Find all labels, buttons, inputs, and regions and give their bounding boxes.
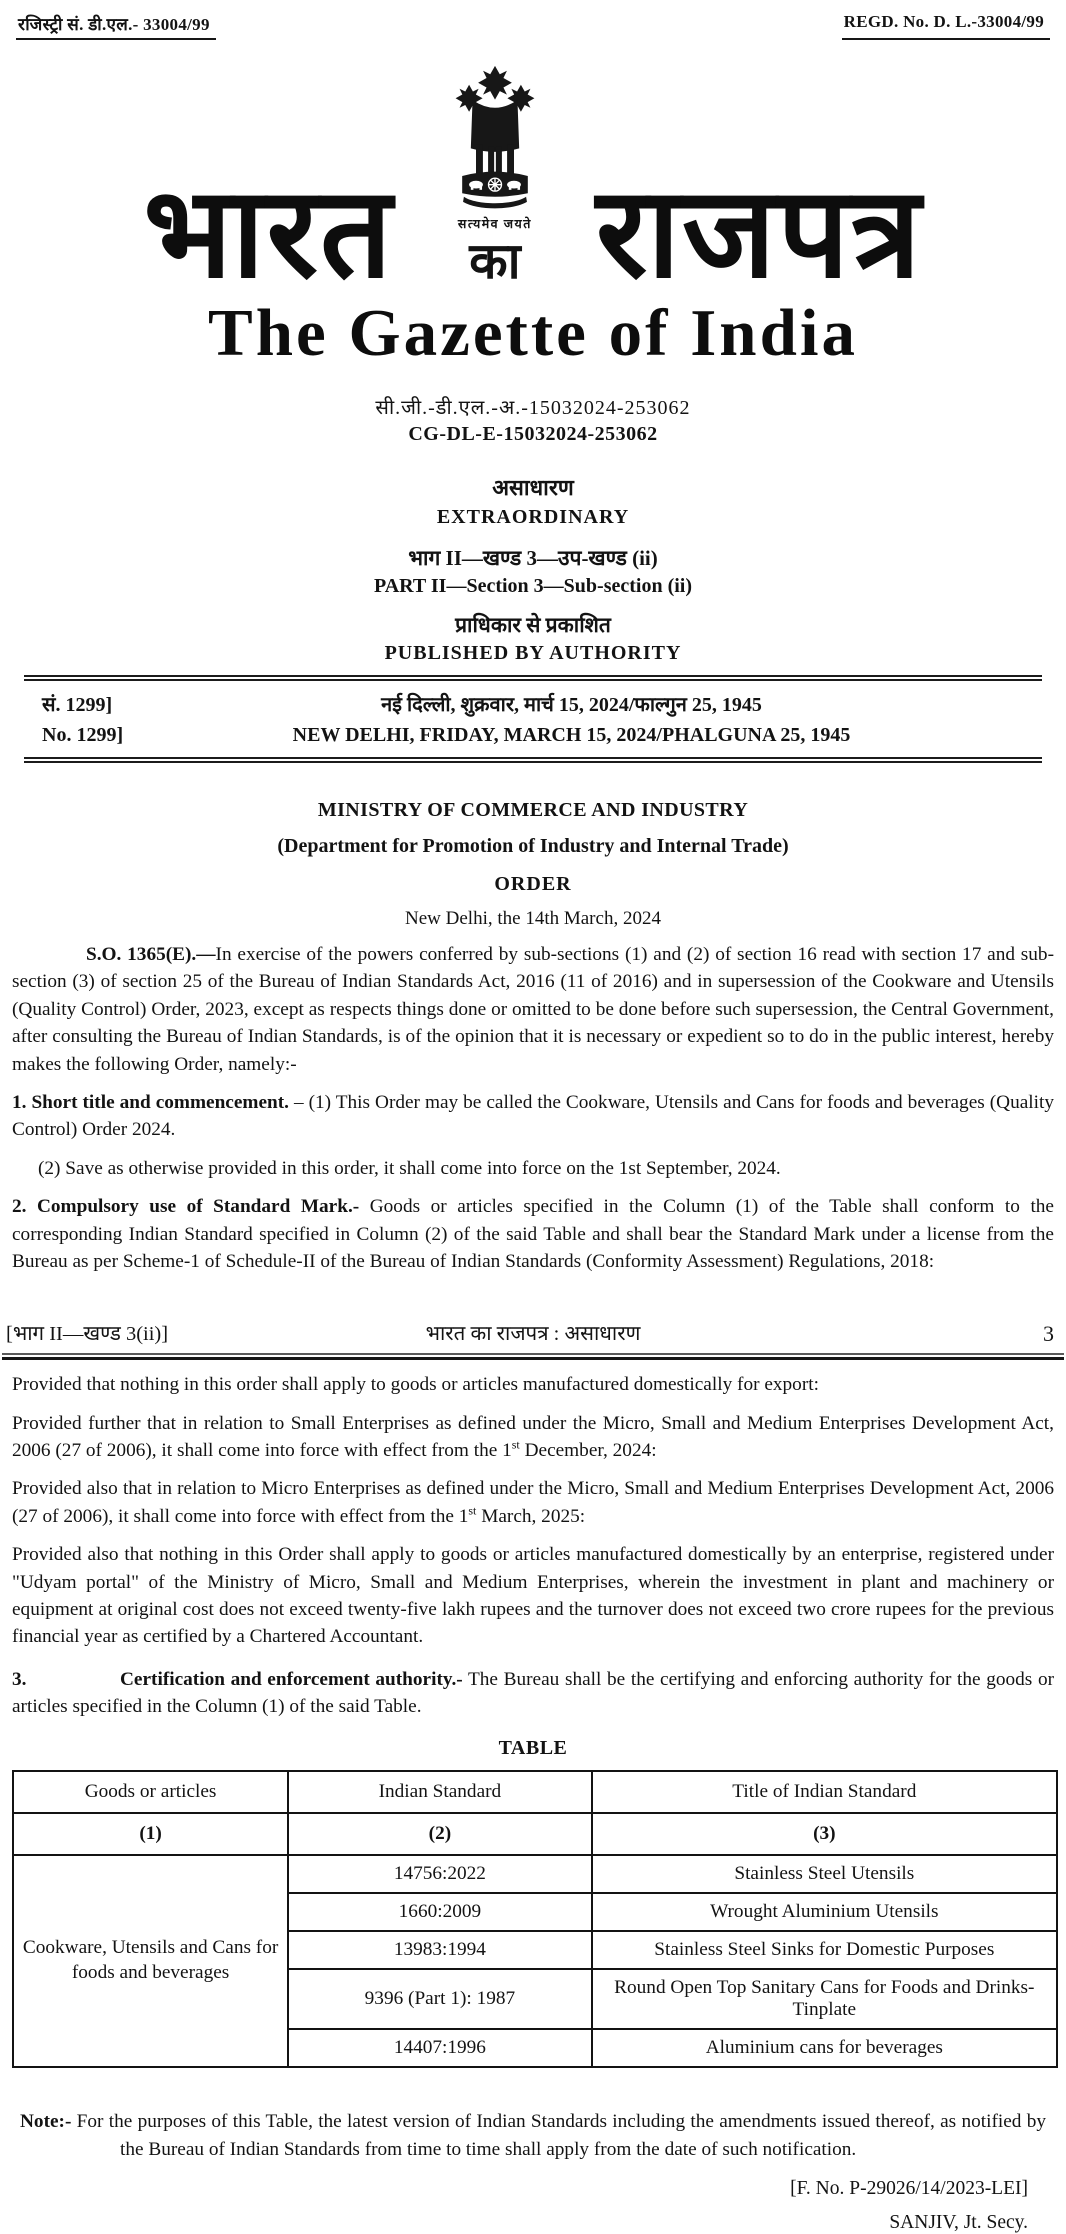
page3-page-number: 3 <box>1043 1321 1054 1347</box>
registry-number-hindi: रजिस्ट्री सं. डी.एल.- 33004/99 <box>16 12 216 40</box>
issue-number-hindi: सं. 1299] <box>42 694 113 716</box>
authority-line-english: PUBLISHED BY AUTHORITY <box>384 642 682 664</box>
table-cell-standard: 13983:1994 <box>288 1931 591 1969</box>
page1-body <box>0 941 1066 1275</box>
page3-running-header <box>6 1319 1060 1347</box>
section-1-heading: 1. Short title and commencement. <box>12 1091 289 1113</box>
page3-header-title: भारत का राजपत्र : असाधारण <box>425 1323 641 1346</box>
section-2-body: Goods or articles specified in the Column (1) of the Table shall conform to the corresponding Indian Standard specified in Column (2) of the said Table and shall bear the Standard Mark under a license from the Bureau as per Scheme-1 of Schedule-II of the Bureau of Indian Standards (Conformity Assessment) Regulations, 2018: <box>12 1196 1054 1272</box>
table-cell-title: Aluminium cans for beverages <box>592 2029 1057 2067</box>
note-label: Note:- <box>20 2110 72 2132</box>
proviso-3-ordinal: st <box>468 1503 477 1518</box>
section-3-paragraph <box>12 1666 1054 1721</box>
file-number: [F. No. P-29026/14/2023-LEI] <box>790 2177 1028 2199</box>
proviso-4: Provided also that nothing in this Order shall apply to goods or articles manufactured domestically by an enterprise, registered under "Udyam portal" of the Ministry of Micro, Small and Medium Enterprises, wherein the investment in plant and machinery or equipment at original cost does not exceed twenty-five lakh rupees and the turnover does not exceed two crore rupees for the previous financial year as certified by a Chartered Accountant. <box>12 1544 1054 1648</box>
extraordinary-hindi: असाधारण <box>492 475 574 500</box>
table-header-standard: Indian Standard <box>288 1771 591 1813</box>
so-paragraph <box>12 941 1054 1078</box>
page3-body <box>0 1371 1066 2233</box>
masthead <box>0 62 1066 665</box>
proviso-1: Provided that nothing in this order shall apply to goods or articles manufactured domestically for export: <box>12 1374 819 1396</box>
cg-number-english: CG-DL-E-15032024-253062 <box>408 423 658 445</box>
issue-date-hindi: नई दिल्ली, शुक्रवार, मार्च 15, 2024/फाल्गुन 25, 1945 <box>381 694 762 716</box>
section-3-number: 3. <box>12 1668 27 1690</box>
table-header-row <box>13 1771 1057 1813</box>
ashoka-lion-capital-icon <box>443 62 547 214</box>
section-3-heading: Certification and enforcement authority.- <box>120 1668 463 1690</box>
section-3-body: The Bureau shall be the certifying and enforcing authority for the goods or articles specified in the Column (1) of the said Table. <box>12 1668 1055 1718</box>
note-text: For the purposes of this Table, the latest version of Indian Standards including the amendments issued thereof, as notified by the Bureau of Indian Standards from time to time shall apply from the date of such notification. <box>71 2110 1046 2160</box>
signature: SANJIV, Jt. Secy. <box>889 2211 1028 2233</box>
masthead-title-row <box>0 62 1066 304</box>
authority-line-hindi: प्राधिकार से प्रकाशित <box>455 613 611 637</box>
table-colnum-2: (2) <box>288 1813 591 1855</box>
order-heading: ORDER <box>494 873 572 895</box>
table-cell-standard: 14407:1996 <box>288 2029 591 2067</box>
proviso-3-tail: March, 2025: <box>476 1505 586 1527</box>
table-cell-title: Wrought Aluminium Utensils <box>592 1893 1057 1931</box>
masthead-hindi-connector: का <box>469 233 521 289</box>
table-cell-standard: 9396 (Part 1): 1987 <box>288 1969 591 2029</box>
table-colnum-1: (1) <box>13 1813 288 1855</box>
so-body-text: In exercise of the powers conferred by sub-sections (1) and (2) of section 16 read with section 17 and sub-section (3) of section 25 of the Bureau of Indian Standards Act, 2016 (11 of 2016) and in supersession of the Cookware and Utensils (Quality Control) Order, 2023, except as respects things done or omitted to be done before such supersession, the Central Government, after consulting the Bureau of Indian Standards, is of the opinion that it is necessary or expedient so to do in the public interest, hereby makes the following Order, namely:- <box>12 944 1054 1075</box>
section-1-sub2-paragraph: (2) Save as otherwise provided in this order, it shall come into force on the 1st September, 2024. <box>38 1157 781 1179</box>
order-place-date: New Delhi, the 14th March, 2024 <box>405 908 661 929</box>
section-1-body: – (1) This Order may be called the Cookware, Utensils and Cans for foods and beverages (Quality Control) Order 2024. <box>12 1091 1055 1141</box>
proviso-2-ordinal: st <box>511 1437 520 1452</box>
issue-band <box>24 675 1042 763</box>
table-title: TABLE <box>498 1736 568 1759</box>
emblem-motto: सत्यमेव जयते <box>457 217 532 231</box>
page3-header-rule <box>2 1353 1064 1360</box>
section-1-paragraph <box>12 1089 1054 1144</box>
part-line-english: PART II—Section 3—Sub-section (ii) <box>373 575 693 597</box>
masthead-hindi-left: भारत <box>143 164 394 304</box>
table-row <box>13 1855 1057 1893</box>
proviso-3 <box>12 1475 1054 1530</box>
so-number: S.O. 1365(E).— <box>86 944 216 965</box>
table-note <box>20 2108 1046 2164</box>
issue-number-english: No. 1299] <box>42 724 124 746</box>
masthead-hindi-right: राजपत्र <box>595 164 923 304</box>
extraordinary-english: EXTRAORDINARY <box>436 506 630 528</box>
part-line-hindi: भाग II—खण्ड 3—उप-खण्ड (ii) <box>408 546 658 570</box>
emblem-column <box>420 62 570 289</box>
issue-date-english: NEW DELHI, FRIDAY, MARCH 15, 2024/PHALGUNA 25, 1945 <box>292 724 851 746</box>
department-heading: (Department for Promotion of Industry and Internal Trade) <box>277 835 789 857</box>
issue-band-grid <box>24 681 1042 757</box>
registry-bar <box>0 0 1066 40</box>
table-cell-title: Stainless Steel Sinks for Domestic Purposes <box>592 1931 1057 1969</box>
table-cell-standard: 14756:2022 <box>288 1855 591 1893</box>
table-cell-goods: Cookware, Utensils and Cans for foods and beverages <box>13 1855 288 2067</box>
table-cell-title: Stainless Steel Utensils <box>592 1855 1057 1893</box>
section-2-heading: 2. Compulsory use of Standard Mark.- <box>12 1196 360 1218</box>
proviso-2 <box>12 1410 1054 1465</box>
proviso-2-tail: December, 2024: <box>519 1440 657 1462</box>
gazette-english-title: The Gazette of India <box>208 296 858 370</box>
page3-header-part: [भाग II—खण्ड 3(ii)] <box>6 1323 169 1346</box>
proviso-2-text: Provided further that in relation to Small Enterprises as defined under the Micro, Small and Medium Enterprises Development Act, 2006 (27 of 2006), it shall come into force with effect from the 1 <box>12 1412 1054 1462</box>
registry-number-english: REGD. No. D. L.-33004/99 <box>842 12 1050 40</box>
ministry-heading: MINISTRY OF COMMERCE AND INDUSTRY <box>317 799 749 821</box>
standards-table <box>12 1770 1058 2068</box>
proviso-3-text: Provided also that in relation to Micro Enterprises as defined under the Micro, Small and Medium Enterprises Development Act, 2006 (27 of 2006), it shall come into force with effect from the 1 <box>12 1478 1054 1527</box>
table-header-title: Title of Indian Standard <box>592 1771 1057 1813</box>
issue-band-bottom-rule <box>24 757 1042 763</box>
table-header-goods: Goods or articles <box>13 1771 288 1813</box>
section-2-paragraph <box>12 1193 1054 1275</box>
cg-number-hindi: सी.जी.-डी.एल.-अ.-15032024-253062 <box>375 397 691 419</box>
table-cell-standard: 1660:2009 <box>288 1893 591 1931</box>
table-colnum-row <box>13 1813 1057 1855</box>
table-cell-title: Round Open Top Sanitary Cans for Foods and Drinks- Tinplate <box>592 1969 1057 2029</box>
table-colnum-3: (3) <box>592 1813 1057 1855</box>
